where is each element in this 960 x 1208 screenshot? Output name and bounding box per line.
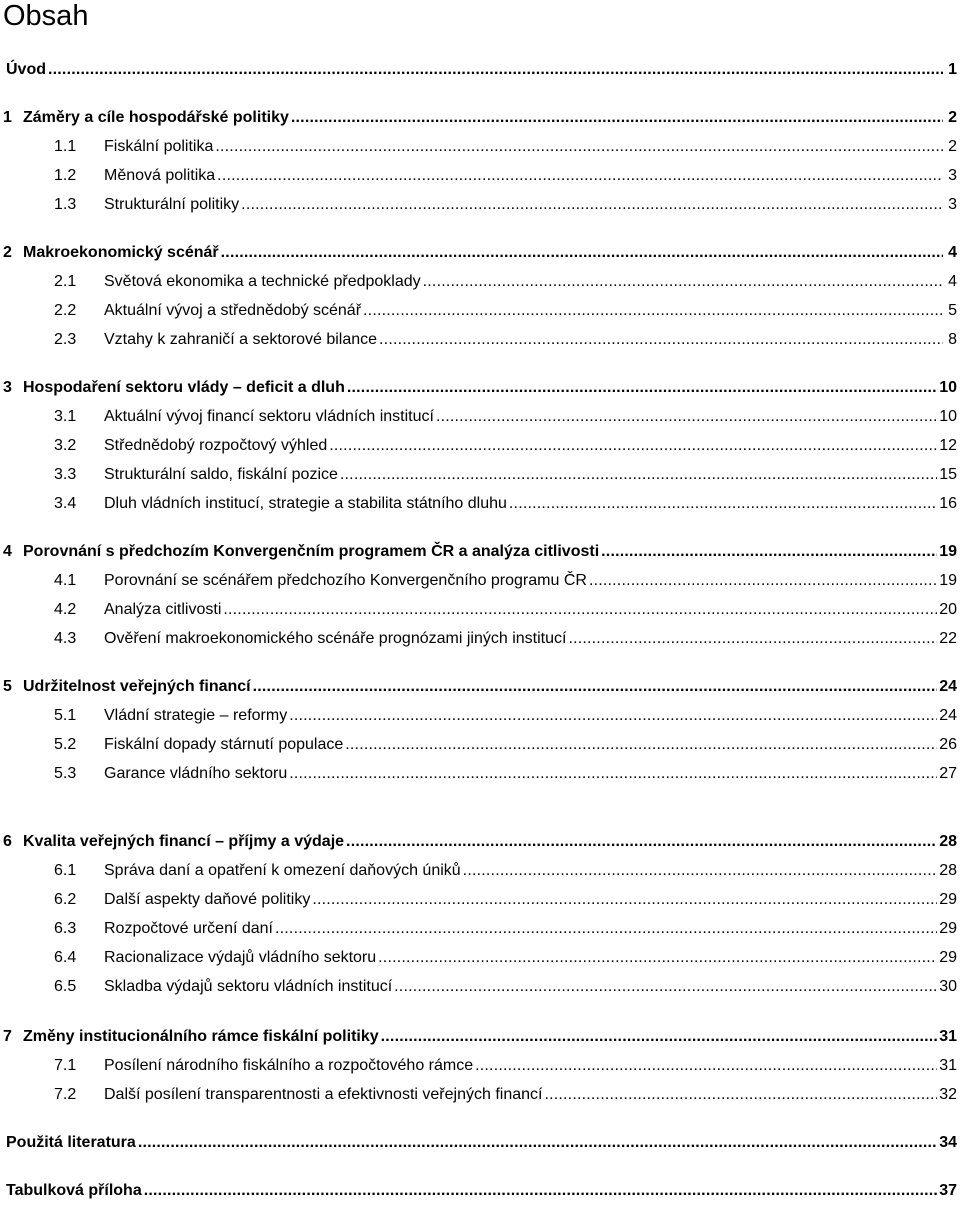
toc-entry-4-2[interactable] <box>0 596 960 620</box>
toc-page-number: 4 <box>948 244 957 261</box>
toc-leader-dots <box>329 436 937 456</box>
toc-number: 4 <box>3 543 12 560</box>
toc-number: 5.3 <box>54 765 77 782</box>
toc-page-number: 31 <box>939 1028 957 1045</box>
toc-title: Dluh vládních institucí, strategie a stabilita státního dluhu <box>104 495 507 512</box>
toc-leader-dots <box>291 108 943 128</box>
toc-leader-dots <box>381 1027 938 1047</box>
toc-number: 7.2 <box>54 1086 77 1103</box>
toc-page-number: 34 <box>939 1134 957 1151</box>
toc-leader-dots <box>312 890 937 910</box>
toc-leader-dots <box>423 272 943 292</box>
toc-number: 2 <box>3 244 12 261</box>
toc-title: Kvalita veřejných financí – příjmy a výdaje <box>23 833 345 850</box>
toc-page-number: 37 <box>939 1182 957 1199</box>
toc-title: Správa daní a opatření k omezení daňových úniků <box>104 862 461 879</box>
toc-leader-dots <box>289 764 937 784</box>
toc-page-number: 12 <box>939 437 957 454</box>
toc-leader-dots <box>241 195 943 215</box>
toc-title: Fiskální politika <box>104 138 214 155</box>
toc-page-number: 20 <box>939 601 957 618</box>
toc-page-number: 22 <box>939 630 957 647</box>
toc-entry-chapter-2[interactable] <box>0 239 960 263</box>
toc-number: 3 <box>3 379 12 396</box>
toc-leader-dots <box>346 832 937 852</box>
toc-number: 7 <box>3 1028 12 1045</box>
toc-title: Analýza citlivosti <box>104 601 222 618</box>
toc-page-number: 19 <box>939 543 957 560</box>
toc-leader-dots <box>363 301 943 321</box>
toc-leader-dots <box>144 1181 937 1201</box>
toc-title: Hospodaření sektoru vlády – deficit a dluh <box>23 379 345 396</box>
toc-title: Udržitelnost veřejných financí <box>23 678 251 695</box>
toc-number: 3.1 <box>54 408 77 425</box>
toc-leader-dots <box>289 706 937 726</box>
toc-entry-chapter-7[interactable] <box>0 1023 960 1047</box>
toc-title: Ověření makroekonomického scénáře prognózami jiných institucí <box>104 630 567 647</box>
toc-title: Světová ekonomika a technické předpoklady <box>104 273 421 290</box>
toc-page-number: 19 <box>939 572 957 589</box>
toc-number: 5 <box>3 678 12 695</box>
toc-number: 2.1 <box>54 273 77 290</box>
toc-entry-6-3[interactable] <box>0 915 960 939</box>
toc-entry-6-2[interactable] <box>0 886 960 910</box>
toc-entry-5-2[interactable] <box>0 731 960 755</box>
toc-number: 4.3 <box>54 630 77 647</box>
toc-entry-7-1[interactable] <box>0 1052 960 1076</box>
toc-leader-dots <box>568 629 937 649</box>
toc-leader-dots <box>601 542 937 562</box>
toc-entry-6-5[interactable] <box>0 973 960 997</box>
toc-number: 1 <box>3 109 12 126</box>
toc-title: Racionalizace výdajů vládního sektoru <box>104 949 377 966</box>
toc-title: Rozpočtové určení daní <box>104 920 273 937</box>
toc-page-number: 2 <box>948 109 957 126</box>
toc-title: Tabulková příloha <box>6 1182 142 1199</box>
toc-entry-5-1[interactable] <box>0 702 960 726</box>
toc-title: Strukturální saldo, fiskální pozice <box>104 466 338 483</box>
page-title: Obsah <box>3 0 89 32</box>
toc-leader-dots <box>138 1133 937 1153</box>
toc-title: Další posílení transparentnosti a efektivnosti veřejných financí <box>104 1086 543 1103</box>
toc-page-number: 3 <box>948 196 957 213</box>
toc-page-number: 30 <box>939 978 957 995</box>
toc-leader-dots <box>509 494 937 514</box>
toc-entry-chapter-4[interactable] <box>0 538 960 562</box>
toc-title: Střednědobý rozpočtový výhled <box>104 437 328 454</box>
toc-entry-chapter-1[interactable] <box>0 104 960 128</box>
toc-title: Porovnání s předchozím Konvergenčním programem ČR a analýza citlivosti <box>23 543 600 560</box>
toc-leader-dots <box>221 243 943 263</box>
toc-title: Porovnání se scénářem předchozího Konvergenčního programu ČR <box>104 572 587 589</box>
toc-number: 2.3 <box>54 331 77 348</box>
toc-entry-3-2[interactable] <box>0 432 960 456</box>
toc-title: Změny institucionálního rámce fiskální politiky <box>23 1028 379 1045</box>
toc-title: Aktuální vývoj financí sektoru vládních institucí <box>104 408 434 425</box>
toc-title: Vládní strategie – reformy <box>104 707 288 724</box>
toc-entry-2-3[interactable] <box>0 326 960 350</box>
toc-title: Aktuální vývoj a střednědobý scénář <box>104 302 362 319</box>
toc-number: 5.1 <box>54 707 77 724</box>
toc-page-number: 32 <box>939 1086 957 1103</box>
toc-title: Vztahy k zahraničí a sektorové bilance <box>104 331 378 348</box>
toc-entry-uvod[interactable] <box>0 56 960 80</box>
toc-page-number: 16 <box>939 495 957 512</box>
toc-number: 1.1 <box>54 138 77 155</box>
toc-number: 6.3 <box>54 920 77 937</box>
toc-entry-priloha[interactable] <box>0 1177 960 1201</box>
toc-leader-dots <box>345 735 937 755</box>
toc-leader-dots <box>378 948 937 968</box>
toc-title: Skladba výdajů sektoru vládních institucí <box>104 978 393 995</box>
toc-entry-chapter-6[interactable] <box>0 828 960 852</box>
toc-page-number: 29 <box>939 949 957 966</box>
toc-entry-1-1[interactable] <box>0 133 960 157</box>
toc-number: 7.1 <box>54 1057 77 1074</box>
toc-title: Měnová politika <box>104 167 216 184</box>
toc-entry-4-3[interactable] <box>0 625 960 649</box>
toc-page-number: 5 <box>948 302 957 319</box>
toc-entry-7-2[interactable] <box>0 1081 960 1105</box>
toc-leader-dots <box>436 407 937 427</box>
toc-entry-3-4[interactable] <box>0 490 960 514</box>
toc-leader-dots <box>463 861 938 881</box>
toc-number: 6.4 <box>54 949 77 966</box>
toc-number: 6 <box>3 833 12 850</box>
toc-number: 6.2 <box>54 891 77 908</box>
toc-number: 3.4 <box>54 495 77 512</box>
toc-number: 4.1 <box>54 572 77 589</box>
toc-entry-3-1[interactable] <box>0 403 960 427</box>
toc-number: 5.2 <box>54 736 77 753</box>
toc-entry-6-4[interactable] <box>0 944 960 968</box>
toc-entry-literatura[interactable] <box>0 1129 960 1153</box>
toc-page-number: 31 <box>939 1057 957 1074</box>
toc-number: 6.5 <box>54 978 77 995</box>
toc-leader-dots <box>223 600 937 620</box>
toc-page-number: 10 <box>939 379 957 396</box>
toc-page-number: 26 <box>939 736 957 753</box>
toc-leader-dots <box>589 571 937 591</box>
toc-leader-dots <box>340 465 937 485</box>
toc-number: 6.1 <box>54 862 77 879</box>
toc-title: Záměry a cíle hospodářské politiky <box>23 109 289 126</box>
toc-number: 3.2 <box>54 437 77 454</box>
toc-page-number: 4 <box>948 273 957 290</box>
toc-leader-dots <box>379 330 943 350</box>
toc-page-number: 1 <box>948 61 957 78</box>
toc-page-number: 2 <box>948 138 957 155</box>
toc-title: Další aspekty daňové politiky <box>104 891 311 908</box>
toc-title: Makroekonomický scénář <box>23 244 219 261</box>
toc-page-number: 28 <box>939 862 957 879</box>
toc-entry-chapter-3[interactable] <box>0 374 960 398</box>
toc-page-number: 10 <box>939 408 957 425</box>
toc-entry-2-1[interactable] <box>0 268 960 292</box>
toc-entry-6-1[interactable] <box>0 857 960 881</box>
toc-leader-dots <box>394 977 937 997</box>
toc-page-number: 3 <box>948 167 957 184</box>
toc-page-number: 24 <box>939 707 957 724</box>
toc-leader-dots <box>544 1085 937 1105</box>
toc-number: 1.3 <box>54 196 77 213</box>
toc-entry-4-1[interactable] <box>0 567 960 591</box>
toc-page-number: 27 <box>939 765 957 782</box>
toc-title: Úvod <box>6 61 46 78</box>
toc-number: 2.2 <box>54 302 77 319</box>
toc-page-number: 15 <box>939 466 957 483</box>
toc-entry-3-3[interactable] <box>0 461 960 485</box>
toc-number: 1.2 <box>54 167 77 184</box>
toc-title: Garance vládního sektoru <box>104 765 288 782</box>
toc-entry-2-2[interactable] <box>0 297 960 321</box>
toc-title: Strukturální politiky <box>104 196 240 213</box>
toc-entry-1-2[interactable] <box>0 162 960 186</box>
toc-entry-1-3[interactable] <box>0 191 960 215</box>
toc-title: Posílení národního fiskálního a rozpočtového rámce <box>104 1057 474 1074</box>
toc-leader-dots <box>475 1056 937 1076</box>
toc-number: 3.3 <box>54 466 77 483</box>
toc-leader-dots <box>275 919 937 939</box>
toc-leader-dots <box>215 137 943 157</box>
toc-page-number: 8 <box>948 331 957 348</box>
toc-title: Použitá literatura <box>6 1134 136 1151</box>
toc-number: 4.2 <box>54 601 77 618</box>
toc-page-number: 29 <box>939 920 957 937</box>
toc-leader-dots <box>253 677 938 697</box>
toc-page-number: 28 <box>939 833 957 850</box>
toc-entry-5-3[interactable] <box>0 760 960 784</box>
toc-title: Fiskální dopady stárnutí populace <box>104 736 344 753</box>
toc-leader-dots <box>347 378 937 398</box>
toc-page-number: 24 <box>939 678 957 695</box>
toc-page-number: 29 <box>939 891 957 908</box>
toc-leader-dots <box>217 166 943 186</box>
toc-leader-dots <box>48 60 943 80</box>
toc-entry-chapter-5[interactable] <box>0 673 960 697</box>
